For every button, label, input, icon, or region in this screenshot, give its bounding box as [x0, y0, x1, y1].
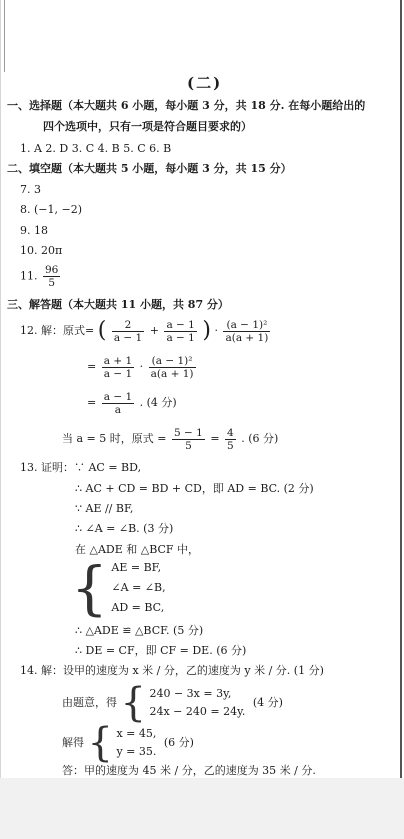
left-brace: { [120, 680, 146, 726]
q12-step4-score: . (6 分) [241, 432, 279, 445]
answer-11 [20, 264, 62, 289]
q14-equation-1: 240 − 3x = 3y, [149, 687, 232, 700]
q14-equations [149, 686, 245, 720]
q12-step2-fraction-1 [102, 355, 134, 380]
q14-system-score: (4 分) [252, 696, 283, 709]
q12-step4-fraction-1 [172, 427, 205, 452]
q14-solution-prefix: 解得 [62, 736, 84, 749]
left-brace: { [87, 720, 113, 766]
left-paren: ( [97, 318, 107, 343]
multiply-dot: · [139, 360, 144, 373]
left-rule-line [4, 0, 5, 72]
answer-9: 9. 18 [20, 224, 48, 237]
page-title: (二) [187, 74, 223, 92]
q14-equation-2: 24x − 240 = 24y. [149, 705, 246, 718]
q12-line1 [20, 318, 272, 344]
q12-substitution-text: 当 a = 5 时，原式 = [62, 432, 167, 445]
answer-11-fraction [43, 264, 60, 289]
q14-system-prefix: 由题意，得 [62, 696, 117, 709]
q14-system [62, 680, 283, 726]
section2-heading: 二、填空题（本大题共 5 小题，每小题 3 分，共 15 分） [7, 162, 292, 175]
q13-line5: 在 △ADE 和 △BCF 中， [75, 543, 200, 556]
q13-system-lines [111, 560, 165, 616]
numerator: a − 1 [103, 390, 133, 403]
section1-heading-line1: 一、选择题（本大题共 6 小题，每小题 3 分，共 18 分. 在每小题给出的 [7, 99, 366, 112]
q13-line6: ∴ △ADE ≌ △BCF. (5 分) [75, 624, 204, 637]
q12-line4 [62, 426, 278, 452]
answer-11-label: 11. [20, 269, 38, 283]
numerator: (a − 1)² [149, 355, 196, 368]
q12-step4-fraction-2 [225, 427, 236, 452]
q14-answer: 答：甲的速度为 45 米 / 分，乙的速度为 35 米 / 分. [62, 764, 316, 777]
answer-7: 7. 3 [20, 183, 41, 196]
left-brace: { [71, 554, 108, 622]
denominator: a − 1 [166, 331, 195, 344]
denominator: a [114, 403, 122, 416]
numerator: 2 [112, 319, 144, 332]
right-rule-line [400, 0, 402, 778]
plus-sign: + [149, 324, 159, 337]
q12-fraction-1 [112, 319, 144, 344]
q12-step2-fraction-2 [149, 355, 196, 380]
denominator: a(a + 1) [225, 331, 269, 344]
answer-11-numerator: 96 [45, 264, 59, 276]
answer-8: 8. (−1, −2) [20, 203, 82, 216]
q13-line3: ∵ AE // BF, [75, 502, 134, 515]
q14-solution [62, 720, 194, 766]
q12-fraction-3 [223, 319, 270, 344]
denominator: a − 1 [113, 331, 143, 344]
numerator: (a − 1)² [223, 319, 270, 332]
equals-sign: = [87, 396, 97, 409]
numerator: a − 1 [166, 318, 195, 331]
q13-line7: ∴ DE = CF，即 CF = DE. (6 分) [75, 644, 247, 657]
q13-system [71, 554, 166, 622]
numerator: 5 − 1 [173, 426, 203, 439]
q13-system-line1: AE = BF, [111, 561, 162, 574]
q13-line4: ∴ ∠A = ∠B. (3 分) [75, 522, 174, 535]
answer-11-denominator: 5 [48, 277, 56, 289]
q12-step3-fraction [102, 391, 134, 416]
section3-heading: 三、解答题（本大题共 11 小题，共 87 分） [7, 298, 229, 311]
q12-line2 [87, 354, 198, 380]
q12-fraction-2 [164, 319, 196, 344]
numerator: 4 [227, 426, 234, 439]
q13-system-line3: AD = BC, [111, 601, 165, 614]
q14-line1: 14. 解：设甲的速度为 x 米 / 分，乙的速度为 y 米 / 分. (1 分) [20, 664, 324, 677]
numerator: a + 1 [103, 354, 133, 367]
q13-line1: 13. 证明：∵ AC = BD, [20, 461, 142, 474]
right-paren: ) [202, 318, 211, 343]
equals-sign: = [87, 360, 97, 373]
q13-line2: ∴ AC + CD = BD + CD，即 AD = BC. (2 分) [75, 482, 314, 495]
denominator: a − 1 [103, 367, 133, 380]
denominator: a(a + 1) [150, 367, 194, 380]
multiply-dot: · [214, 324, 218, 337]
q14-solutions [116, 726, 156, 760]
q12-step3-score: . (4 分) [139, 396, 177, 409]
equals-sign: = [210, 432, 220, 445]
section1-answers: 1. A 2. D 3. C 4. B 5. C 6. B [20, 142, 172, 155]
q14-solution-y: y = 35. [116, 745, 157, 758]
section1-heading-line2: 四个选项中，只有一项是符合题目要求的） [43, 120, 252, 133]
denominator: 5 [227, 439, 234, 452]
answer-10: 10. 20π [20, 244, 63, 257]
q12-label: 12. 解：原式= [20, 324, 95, 337]
q14-solution-score: (6 分) [163, 736, 194, 749]
q12-line3 [87, 390, 177, 416]
denominator: 5 [185, 439, 192, 452]
q14-solution-x: x = 45, [116, 727, 157, 740]
q13-system-line2: ∠A = ∠B, [111, 581, 166, 594]
